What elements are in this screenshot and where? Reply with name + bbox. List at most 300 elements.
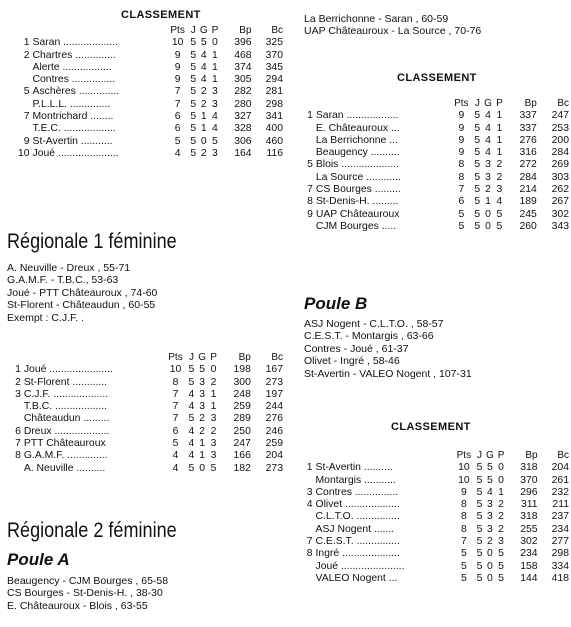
table-row xyxy=(10,86,283,98)
cell-j: 5 xyxy=(476,548,483,560)
cell-bc: 370 xyxy=(265,49,283,61)
cell-bp: 198 xyxy=(233,364,251,376)
cell-g: 2 xyxy=(485,184,491,196)
cell-pts: 9 xyxy=(174,61,181,73)
cell-bc: 298 xyxy=(265,98,283,110)
cell-team: Beaugency .......... xyxy=(315,147,400,159)
cell-g: 1 xyxy=(200,111,207,123)
cell-bc: 460 xyxy=(265,135,283,147)
cell-j: 5 xyxy=(476,486,483,498)
cell-pts: 5 xyxy=(172,438,179,450)
cell-bp: 284 xyxy=(519,171,537,183)
cell-team: Contres ............... xyxy=(315,486,399,498)
cell-j: 5 xyxy=(190,74,197,86)
cell-team: Olivet ................... xyxy=(315,499,400,511)
cell-j: 5 xyxy=(476,462,483,474)
cell-pts: 5 xyxy=(458,220,465,232)
table-row xyxy=(302,184,569,196)
cell-pts: 9 xyxy=(458,147,465,159)
cell-p: 3 xyxy=(496,184,503,196)
cell-pts: 6 xyxy=(174,123,181,135)
column-header: J xyxy=(474,98,480,109)
regionale-1-heading: Régionale 1 féminine xyxy=(7,230,177,253)
cell-p: 5 xyxy=(496,208,503,220)
cell-team: Aschères .............. xyxy=(32,86,120,98)
column-header: Pts xyxy=(168,352,183,363)
cell-bp: 374 xyxy=(234,61,252,73)
cell-g: 0 xyxy=(487,572,493,584)
cell-bp: 260 xyxy=(519,220,537,232)
cell-pts: 8 xyxy=(460,511,467,523)
cell-pts: 9 xyxy=(174,49,181,61)
cell-j: 5 xyxy=(474,134,481,146)
cell-p: 1 xyxy=(212,74,218,86)
cell-rank xyxy=(302,135,316,147)
cell-j: 5 xyxy=(190,49,197,61)
cell-rank xyxy=(10,413,24,425)
cell-rank: 5 xyxy=(23,86,30,98)
cell-rank: 7 xyxy=(306,536,313,548)
cell-j: 5 xyxy=(474,122,481,134)
cell-j: 5 xyxy=(474,208,481,220)
cell-pts: 7 xyxy=(460,536,467,548)
cell-bc: 204 xyxy=(551,462,569,474)
cell-j: 5 xyxy=(188,376,195,388)
cell-bc: 204 xyxy=(265,450,283,462)
cell-team: Saran .................. xyxy=(315,110,399,122)
cell-rank: 2 xyxy=(15,376,21,388)
cell-bc: 418 xyxy=(551,572,569,584)
cell-bp: 250 xyxy=(233,425,251,437)
poule-a-results xyxy=(7,575,168,612)
column-header: Bp xyxy=(525,450,538,461)
cell-rank: 3 xyxy=(15,388,21,400)
cell-team: Châteaudun ......... xyxy=(23,413,110,425)
cell-rank: 8 xyxy=(306,548,313,560)
table-row xyxy=(302,511,569,523)
cell-team: T.B.C. .................. xyxy=(23,401,107,413)
table-header xyxy=(302,98,569,110)
cell-bp: 305 xyxy=(234,74,252,86)
cell-bp: 311 xyxy=(520,499,538,511)
table-row xyxy=(10,389,283,401)
cell-g: 3 xyxy=(485,171,491,183)
cell-rank: 10 xyxy=(17,147,30,159)
table-row xyxy=(10,136,283,148)
cell-p: 3 xyxy=(210,438,217,450)
cell-p: 3 xyxy=(212,98,218,110)
cell-j: 5 xyxy=(476,474,483,486)
cell-p: 1 xyxy=(212,49,218,61)
result-line: Beaugency - CJM Bourges , 65-58 xyxy=(7,575,169,587)
table-row xyxy=(10,413,283,425)
cell-rank xyxy=(10,74,33,86)
cell-pts: 9 xyxy=(458,134,465,146)
cell-bp: 337 xyxy=(519,122,537,134)
cell-bc: 232 xyxy=(551,486,569,498)
cell-bp: 272 xyxy=(519,159,537,171)
cell-p: 3 xyxy=(212,147,218,159)
cell-pts: 4 xyxy=(172,450,179,462)
cell-bp: 282 xyxy=(234,86,252,98)
cell-rank: 7 xyxy=(15,438,21,450)
cell-g: 5 xyxy=(487,462,493,474)
table-row xyxy=(10,426,283,438)
cell-j: 5 xyxy=(190,37,197,49)
column-header: Pts xyxy=(454,98,469,109)
cell-team: St-Denis-H. ......... xyxy=(315,196,399,208)
cell-p: 2 xyxy=(498,511,504,523)
cell-bc: 267 xyxy=(551,196,569,208)
column-header: Bp xyxy=(524,98,537,109)
cell-pts: 7 xyxy=(172,388,179,400)
cell-pts: 8 xyxy=(460,499,467,511)
cell-bc: 281 xyxy=(265,86,283,98)
classement-title-3: CLASSEMENT xyxy=(397,72,477,84)
table-row xyxy=(10,364,283,376)
cell-rank xyxy=(302,511,316,523)
cell-bc: 200 xyxy=(551,134,569,146)
result-line: G.A.M.F. - T.B.C., 53-63 xyxy=(7,274,119,287)
column-header: J xyxy=(190,25,196,36)
cell-p: 1 xyxy=(496,110,503,122)
column-header: Bp xyxy=(238,352,251,363)
cell-p: 1 xyxy=(496,147,503,159)
result-line: C.E.S.T. - Montargis , 63-66 xyxy=(304,330,434,343)
cell-g: 3 xyxy=(485,159,491,171)
cell-rank xyxy=(10,463,24,475)
cell-pts: 7 xyxy=(172,413,179,425)
cell-p: 5 xyxy=(210,462,217,474)
cell-bp: 158 xyxy=(520,560,538,572)
table-row xyxy=(302,209,569,221)
table-row xyxy=(302,135,569,147)
cell-bc: 269 xyxy=(551,159,569,171)
cell-p: 0 xyxy=(212,37,218,49)
cell-team: Chartres .............. xyxy=(32,49,116,61)
cell-j: 5 xyxy=(190,111,197,123)
cell-j: 5 xyxy=(190,98,197,110)
cell-j: 5 xyxy=(474,171,481,183)
cell-team: C.E.S.T. ............... xyxy=(315,536,400,548)
column-header: J xyxy=(476,450,482,461)
cell-j: 4 xyxy=(188,425,195,437)
cell-g: 4 xyxy=(485,122,491,134)
cell-rank: 1 xyxy=(307,110,313,122)
cell-g: 4 xyxy=(485,110,491,122)
table-row xyxy=(302,462,569,474)
regionale-1-results xyxy=(7,262,157,324)
result-line: E. Châteauroux - Blois , 63-55 xyxy=(7,599,148,612)
standings-table-3 xyxy=(302,98,569,233)
cell-bp: 300 xyxy=(233,376,251,388)
cell-rank: 3 xyxy=(306,486,313,498)
cell-bp: 468 xyxy=(234,49,252,61)
table-row xyxy=(302,475,569,487)
cell-bp: 302 xyxy=(520,536,538,548)
cell-bc: 273 xyxy=(265,462,283,474)
cell-bc: 334 xyxy=(551,560,569,572)
table-row xyxy=(302,524,569,536)
cell-j: 5 xyxy=(190,123,197,135)
result-line: La Berrichonne - Saran , 60-59 xyxy=(304,13,449,25)
cell-team: ASJ Nogent ....... xyxy=(315,523,395,535)
cell-p: 2 xyxy=(210,425,217,437)
column-header: P xyxy=(211,25,219,36)
cell-bp: 370 xyxy=(520,474,538,486)
cell-bp: 328 xyxy=(234,123,252,135)
cell-g: 4 xyxy=(485,147,491,159)
cell-rank xyxy=(302,573,316,585)
cell-bc: 284 xyxy=(551,147,569,159)
cell-team: St-Avertin ........... xyxy=(32,135,113,147)
cell-p: 2 xyxy=(496,171,503,183)
cell-team: CJM Bourges ..... xyxy=(315,220,397,232)
cell-j: 5 xyxy=(476,560,483,572)
cell-rank xyxy=(302,172,316,184)
cell-j: 4 xyxy=(188,438,195,450)
cell-team: Joué ...................... xyxy=(23,364,113,376)
cell-team: C.L.T.O. ............... xyxy=(315,511,400,523)
table-row xyxy=(10,123,283,135)
cell-team: UAP Châteauroux xyxy=(315,208,400,220)
cell-bp: 255 xyxy=(520,523,538,535)
cell-pts: 5 xyxy=(460,560,467,572)
cell-rank: 5 xyxy=(307,159,313,171)
cell-rank xyxy=(10,99,33,111)
result-line: Exempt : C.J.F. . xyxy=(7,311,85,324)
cell-bc: 246 xyxy=(265,425,283,437)
cell-p: 1 xyxy=(498,486,504,498)
classement-title-1: CLASSEMENT xyxy=(121,9,201,21)
cell-bp: 182 xyxy=(233,462,251,474)
cell-bp: 166 xyxy=(233,450,251,462)
cell-j: 4 xyxy=(188,388,195,400)
poule-a-results-continued xyxy=(304,13,481,38)
cell-g: 3 xyxy=(199,376,206,388)
cell-p: 0 xyxy=(210,364,217,376)
cell-bc: 247 xyxy=(551,110,569,122)
table-row xyxy=(10,50,283,62)
cell-g: 1 xyxy=(199,438,206,450)
cell-p: 0 xyxy=(498,474,504,486)
cell-j: 5 xyxy=(476,511,483,523)
cell-rank: 8 xyxy=(15,450,21,462)
cell-p: 3 xyxy=(498,536,504,548)
cell-bc: 197 xyxy=(265,388,283,400)
cell-bc: 211 xyxy=(552,499,569,511)
cell-p: 1 xyxy=(210,401,217,413)
cell-pts: 8 xyxy=(458,159,465,171)
cell-team: Montargis ........... xyxy=(315,474,396,486)
cell-j: 5 xyxy=(188,364,195,376)
cell-j: 4 xyxy=(188,401,195,413)
cell-rank: 2 xyxy=(23,49,30,61)
cell-p: 3 xyxy=(212,86,218,98)
cell-g: 3 xyxy=(199,401,206,413)
cell-g: 1 xyxy=(485,196,491,208)
cell-team: St-Avertin .......... xyxy=(315,462,393,474)
cell-g: 2 xyxy=(200,147,207,159)
cell-g: 3 xyxy=(487,511,493,523)
cell-pts: 10 xyxy=(458,474,470,486)
cell-rank: 4 xyxy=(306,499,313,511)
result-line: Joué - PTT Châteauroux , 74-60 xyxy=(7,286,158,299)
cell-pts: 6 xyxy=(172,425,179,437)
cell-pts: 9 xyxy=(174,74,181,86)
cell-g: 3 xyxy=(199,388,206,400)
cell-bp: 144 xyxy=(520,572,538,584)
cell-bc: 167 xyxy=(265,364,283,376)
cell-p: 5 xyxy=(496,220,503,232)
cell-rank xyxy=(10,401,24,413)
table-header xyxy=(10,352,283,364)
column-header: G xyxy=(198,352,207,363)
table-row xyxy=(10,377,283,389)
column-header: Bc xyxy=(271,25,283,36)
cell-pts: 4 xyxy=(174,147,181,159)
result-line: St-Avertin - VALEO Nogent , 107-31 xyxy=(304,367,472,380)
result-line: St-Florent - Châteaudun , 60-55 xyxy=(7,299,156,312)
cell-team: G.A.M.F. .............. xyxy=(23,450,108,462)
table-row xyxy=(10,99,283,111)
cell-p: 4 xyxy=(212,111,218,123)
cell-rank xyxy=(302,524,316,536)
cell-pts: 6 xyxy=(458,196,465,208)
column-header: Bp xyxy=(239,25,252,36)
table-row xyxy=(302,123,569,135)
standings-table-1 xyxy=(10,25,283,160)
cell-g: 3 xyxy=(487,499,493,511)
cell-j: 5 xyxy=(474,184,481,196)
cell-bp: 234 xyxy=(520,548,538,560)
cell-g: 4 xyxy=(200,74,207,86)
cell-p: 4 xyxy=(212,123,218,135)
table-header xyxy=(302,450,569,462)
cell-bc: 234 xyxy=(551,523,569,535)
table-row xyxy=(10,37,283,49)
cell-g: 5 xyxy=(200,37,207,49)
cell-g: 2 xyxy=(200,98,207,110)
cell-team: Saran ................... xyxy=(32,37,118,49)
standings-table-2 xyxy=(10,352,283,475)
cell-team: A. Neuville .......... xyxy=(23,462,106,474)
cell-rank xyxy=(302,475,316,487)
cell-rank: 1 xyxy=(15,364,21,376)
table-row xyxy=(302,499,569,511)
cell-bc: 325 xyxy=(265,37,283,49)
table-row xyxy=(10,111,283,123)
result-line: A. Neuville - Dreux , 55-71 xyxy=(7,262,131,274)
cell-j: 5 xyxy=(190,147,197,159)
cell-p: 1 xyxy=(210,388,217,400)
cell-p: 5 xyxy=(212,135,218,147)
table-row xyxy=(302,159,569,171)
table-row xyxy=(10,148,283,160)
table-row xyxy=(302,147,569,159)
cell-bc: 298 xyxy=(551,548,569,560)
cell-g: 1 xyxy=(200,123,207,135)
cell-team: E. Châteauroux ... xyxy=(315,122,400,134)
cell-bp: 247 xyxy=(233,438,251,450)
cell-g: 4 xyxy=(487,486,493,498)
table-row xyxy=(302,110,569,122)
cell-team: Ingré .................... xyxy=(315,548,400,560)
cell-bc: 244 xyxy=(265,401,283,413)
cell-bc: 116 xyxy=(266,147,283,159)
cell-team: Alerte ................. xyxy=(32,61,112,73)
table-row xyxy=(302,221,569,233)
cell-pts: 8 xyxy=(460,523,467,535)
cell-p: 1 xyxy=(496,134,503,146)
cell-bp: 214 xyxy=(519,184,537,196)
cell-pts: 9 xyxy=(460,486,467,498)
cell-p: 5 xyxy=(498,560,504,572)
cell-pts: 6 xyxy=(174,111,181,123)
column-header: G xyxy=(486,450,494,461)
cell-g: 2 xyxy=(487,536,493,548)
cell-bp: 164 xyxy=(234,147,252,159)
cell-g: 0 xyxy=(487,560,493,572)
cell-g: 3 xyxy=(487,523,493,535)
cell-bc: 343 xyxy=(551,220,569,232)
table-row xyxy=(302,573,569,585)
cell-bp: 327 xyxy=(234,111,252,123)
table-row xyxy=(302,548,569,560)
cell-p: 4 xyxy=(496,196,503,208)
cell-j: 5 xyxy=(474,110,481,122)
cell-team: Joué ...................... xyxy=(315,560,405,572)
cell-rank: 7 xyxy=(23,111,30,123)
table-row xyxy=(302,487,569,499)
cell-bc: 294 xyxy=(265,74,283,86)
cell-team: La Berrichonne ... xyxy=(315,134,398,146)
result-line: Olivet - Ingré , 58-46 xyxy=(304,355,400,368)
cell-pts: 7 xyxy=(458,184,465,196)
cell-g: 0 xyxy=(485,220,491,232)
cell-g: 0 xyxy=(199,462,206,474)
cell-j: 5 xyxy=(190,135,197,147)
cell-g: 0 xyxy=(485,208,491,220)
cell-j: 5 xyxy=(188,413,195,425)
cell-rank: 1 xyxy=(23,37,30,49)
cell-pts: 7 xyxy=(172,401,179,413)
cell-j: 5 xyxy=(474,147,481,159)
cell-p: 3 xyxy=(210,413,217,425)
cell-pts: 9 xyxy=(458,122,465,134)
cell-g: 2 xyxy=(199,413,206,425)
cell-rank xyxy=(302,123,316,135)
cell-team: Blois .................... xyxy=(315,159,400,171)
cell-team: C.J.F. ................... xyxy=(23,388,109,400)
cell-bc: 253 xyxy=(551,122,569,134)
cell-g: 5 xyxy=(199,364,206,376)
cell-rank: 8 xyxy=(307,196,313,208)
cell-j: 5 xyxy=(476,536,483,548)
cell-bc: 341 xyxy=(265,111,283,123)
cell-rank xyxy=(10,62,33,74)
column-header: P xyxy=(210,352,217,363)
cell-bp: 318 xyxy=(520,511,538,523)
table-row xyxy=(302,561,569,573)
cell-rank xyxy=(10,123,33,135)
column-header: P xyxy=(496,98,503,109)
column-header: Bc xyxy=(557,98,569,109)
cell-p: 2 xyxy=(496,159,503,171)
cell-g: 0 xyxy=(200,135,207,147)
cell-pts: 5 xyxy=(174,135,181,147)
table-row xyxy=(302,172,569,184)
